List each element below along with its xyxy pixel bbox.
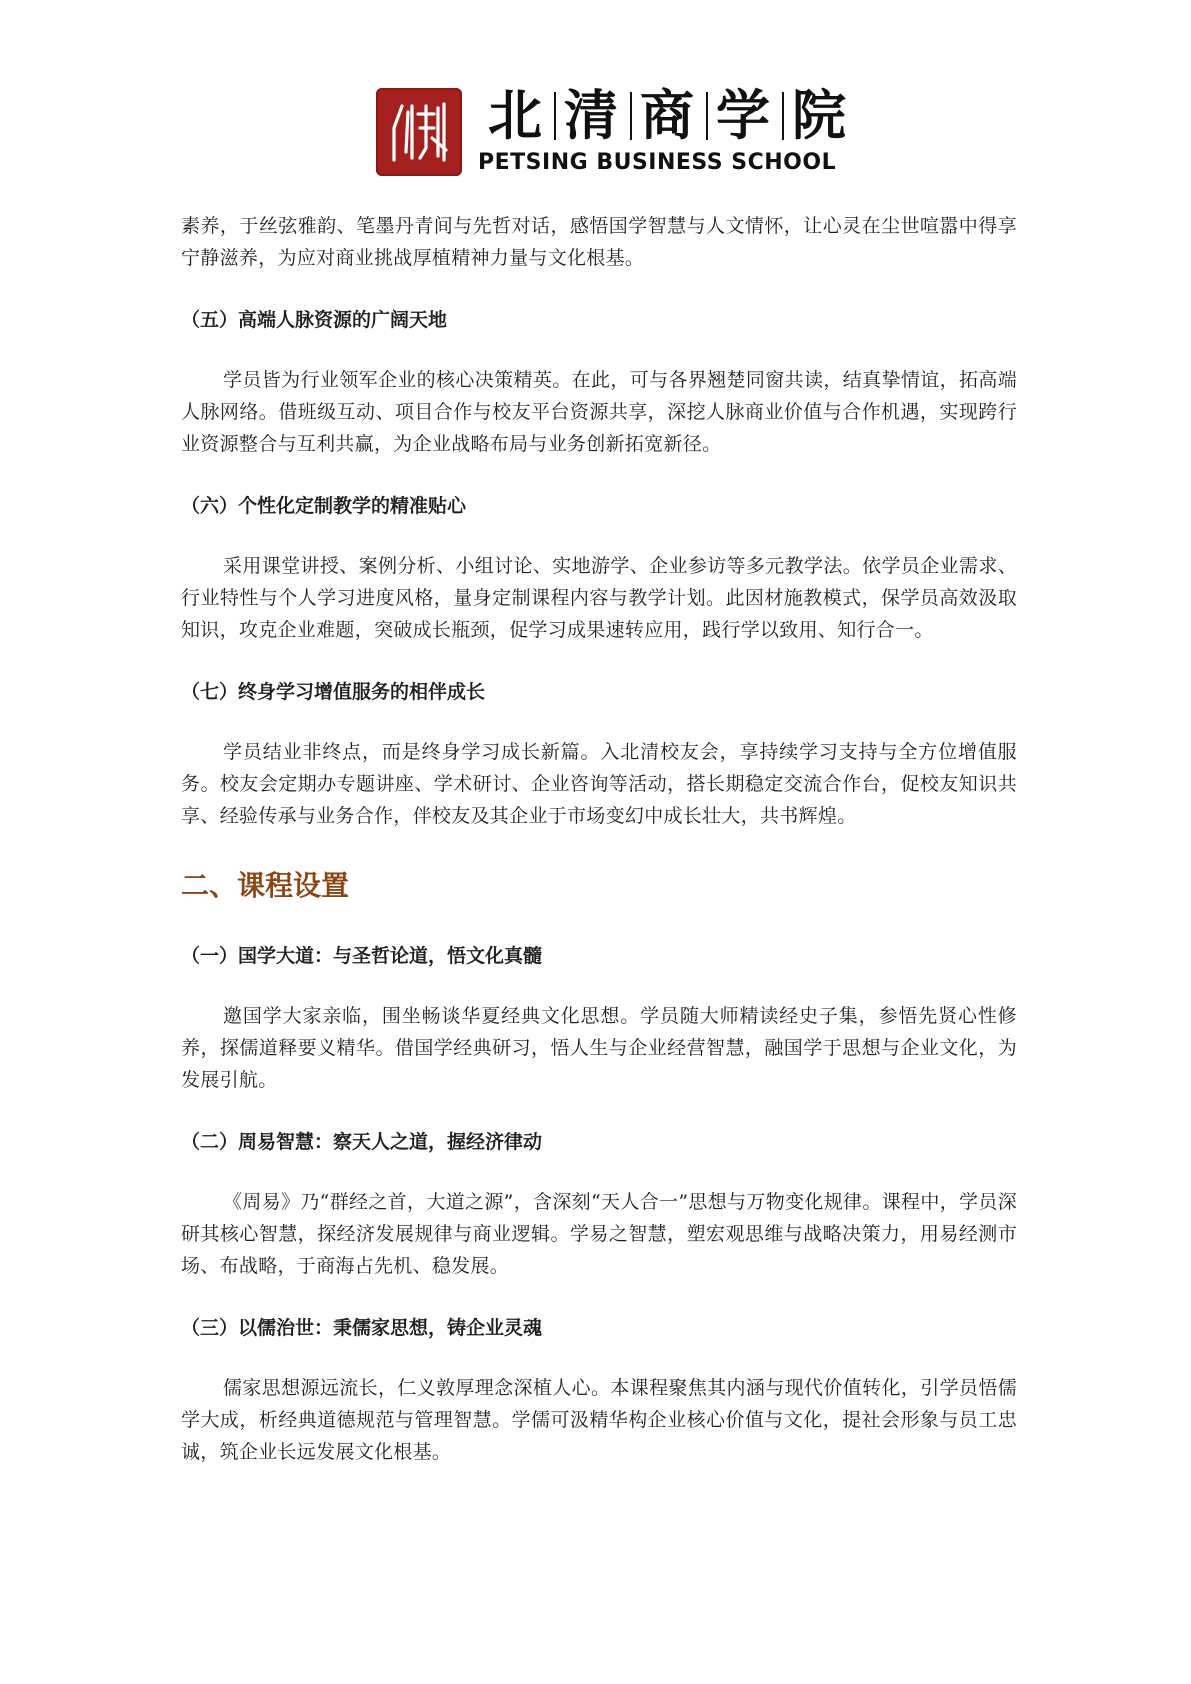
document-body	[181, 210, 1017, 1468]
course-description-guoxue: 邀国学大家亲临，围坐畅谈华夏经典文化思想。学员随大师精读经史子集，参悟先贤心性修养，探儒道释要义精华。借国学经典研习，悟人生与企业经营智慧，融国学于思想与企业文化，为发展引航。	[181, 1005, 1017, 1091]
subheading-lifelong-learning: （七）终身学习增值服务的相伴成长	[181, 681, 486, 703]
logo-char: 北	[488, 84, 546, 147]
subheading-custom-teaching: （六）个性化定制教学的精准贴心	[181, 495, 467, 517]
course-title-zhouyi: （二）周易智慧：察天人之道，握经济律动	[181, 1131, 543, 1153]
logo-char: 商	[640, 84, 698, 147]
logo-char: 院	[792, 84, 850, 147]
seal-glyph-icon	[376, 88, 462, 176]
course-title-confucian: （三）以儒治世：秉儒家思想，铸企业灵魂	[181, 1317, 543, 1339]
logo-english-name: PETSING BUSINESS SCHOOL	[478, 150, 837, 175]
paragraph-intro-continued: 素养，于丝弦雅韵、笔墨丹青间与先哲对话，感悟国学智慧与人文情怀，让心灵在尘世喧嚣中得享宁静滋养，为应对商业挑战厚植精神力量与文化根基。	[181, 215, 1017, 269]
course-description-zhouyi: 《周易》乃“群经之首，大道之源”，含深刻“天人合一”思想与万物变化规律。课程中，学员深研其核心智慧，探经济发展规律与商业逻辑。学易之智慧，塑宏观思维与战略决策力，用易经测市场、布战略，于商海占先机、稳发展。	[181, 1191, 1017, 1277]
paragraph-lifelong-learning: 学员结业非终点，而是终身学习成长新篇。入北清校友会，享持续学习支持与全方位增值服务。校友会定期办专题讲座、学术研讨、企业咨询等活动，搭长期稳定交流合作台，促校友知识共享、经验传承与业务合作，伴校友及其企业于市场变幻中成长壮大，共书辉煌。	[181, 741, 1017, 827]
school-seal-logo	[376, 88, 462, 176]
course-description-confucian: 儒家思想源远流长，仁义敦厚理念深植人心。本课程聚焦其内涵与现代价值转化，引学员悟儒学大成，析经典道德规范与管理智慧。学儒可汲精华构企业核心价值与文化，提社会形象与员工忠诚，筑企业长远发展文化根基。	[181, 1377, 1017, 1463]
header	[0, 84, 1191, 184]
paragraph-custom-teaching: 采用课堂讲授、案例分析、小组讨论、实地游学、企业参访等多元教学法。依学员企业需求、行业特性与个人学习进度风格，量身定制课程内容与教学计划。此因材施教模式，保学员高效汲取知识，攻克企业难题，突破成长瓶颈，促学习成果速转应用，践行学以致用、知行合一。	[181, 555, 1017, 641]
logo-char: 清	[564, 84, 622, 147]
section-heading-curriculum: 二、课程设置	[181, 869, 350, 902]
subheading-network: （五）高端人脉资源的广阔天地	[181, 309, 448, 331]
logo-chinese-name	[480, 84, 858, 148]
course-title-guoxue: （一）国学大道：与圣哲论道，悟文化真髓	[181, 945, 543, 967]
logo-char: 学	[716, 84, 774, 147]
paragraph-network: 学员皆为行业领军企业的核心决策精英。在此，可与各界翘楚同窗共读，结真挚情谊，拓高端人脉网络。借班级互动、项目合作与校友平台资源共享，深挖人脉商业价值与合作机遇，实现跨行业资源整合与互利共赢，为企业战略布局与业务创新拓宽新径。	[181, 369, 1017, 455]
